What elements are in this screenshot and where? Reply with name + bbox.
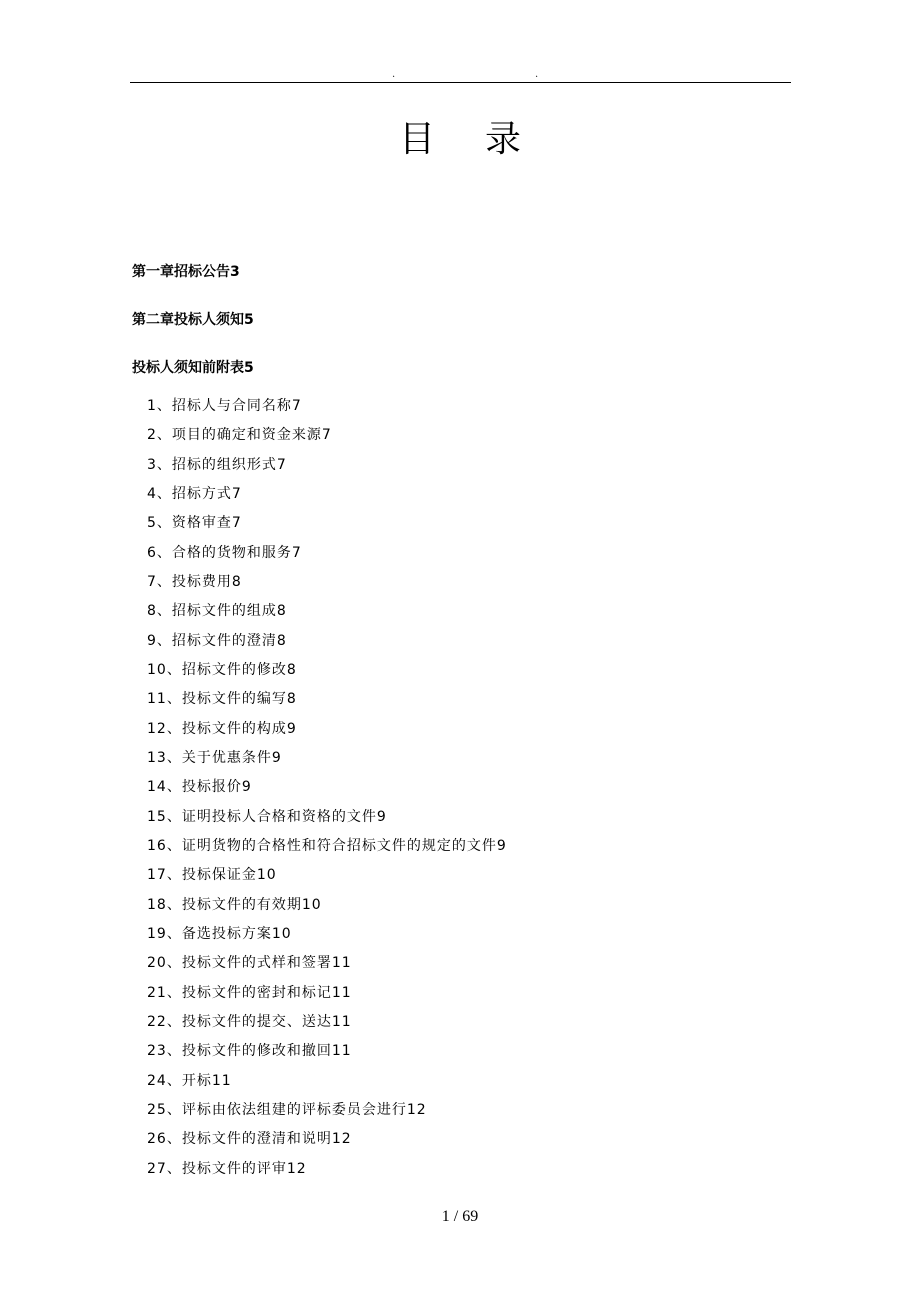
page-number: 1 / 69 <box>441 1208 479 1225</box>
toc-chapter[interactable]: 投标人须知前附表5 <box>132 360 254 376</box>
title-char: 录 <box>485 119 522 160</box>
toc-item[interactable]: 22、投标文件的提交、送达11 <box>147 1014 352 1030</box>
toc-item[interactable]: 17、投标保证金10 <box>147 867 277 883</box>
toc-item[interactable]: 8、招标文件的组成8 <box>147 603 287 619</box>
title-char: 目 <box>398 119 435 160</box>
toc-item[interactable]: 13、关于优惠条件9 <box>147 750 282 766</box>
toc-item[interactable]: 2、项目的确定和资金来源7 <box>147 427 332 443</box>
toc-item[interactable]: 9、招标文件的澄清8 <box>147 633 287 649</box>
toc-item[interactable]: 3、招标的组织形式7 <box>147 457 287 473</box>
toc-item[interactable]: 7、投标费用8 <box>147 574 242 590</box>
toc-item[interactable]: 21、投标文件的密封和标记11 <box>147 985 352 1001</box>
toc-chapter[interactable]: 第二章投标人须知5 <box>132 312 254 328</box>
toc-item[interactable]: 12、投标文件的构成9 <box>147 721 297 737</box>
toc-item[interactable]: 16、证明货物的合格性和符合招标文件的规定的文件9 <box>147 838 507 854</box>
toc-item[interactable]: 20、投标文件的式样和签署11 <box>147 955 352 971</box>
header-mark: . <box>392 69 396 80</box>
toc-item[interactable]: 5、资格审查7 <box>147 515 242 531</box>
toc-item[interactable]: 1、招标人与合同名称7 <box>147 398 302 414</box>
toc-item[interactable]: 27、投标文件的评审12 <box>147 1161 307 1177</box>
header-mark: . <box>535 69 539 80</box>
toc-item[interactable]: 15、证明投标人合格和资格的文件9 <box>147 809 387 825</box>
toc-item[interactable]: 14、投标报价9 <box>147 779 252 795</box>
toc-item[interactable]: 4、招标方式7 <box>147 486 242 502</box>
toc-chapter[interactable]: 第一章招标公告3 <box>132 264 240 280</box>
toc-item[interactable]: 10、招标文件的修改8 <box>147 662 297 678</box>
toc-item[interactable]: 25、评标由依法组建的评标委员会进行12 <box>147 1102 427 1118</box>
toc-item[interactable]: 19、备选投标方案10 <box>147 926 292 942</box>
toc-item[interactable]: 11、投标文件的编写8 <box>147 691 297 707</box>
toc-item[interactable]: 26、投标文件的澄清和说明12 <box>147 1131 352 1147</box>
toc-item[interactable]: 24、开标11 <box>147 1073 232 1089</box>
toc-item[interactable]: 23、投标文件的修改和撤回11 <box>147 1043 352 1059</box>
toc-item[interactable]: 18、投标文件的有效期10 <box>147 897 322 913</box>
toc-item[interactable]: 6、合格的货物和服务7 <box>147 545 302 561</box>
